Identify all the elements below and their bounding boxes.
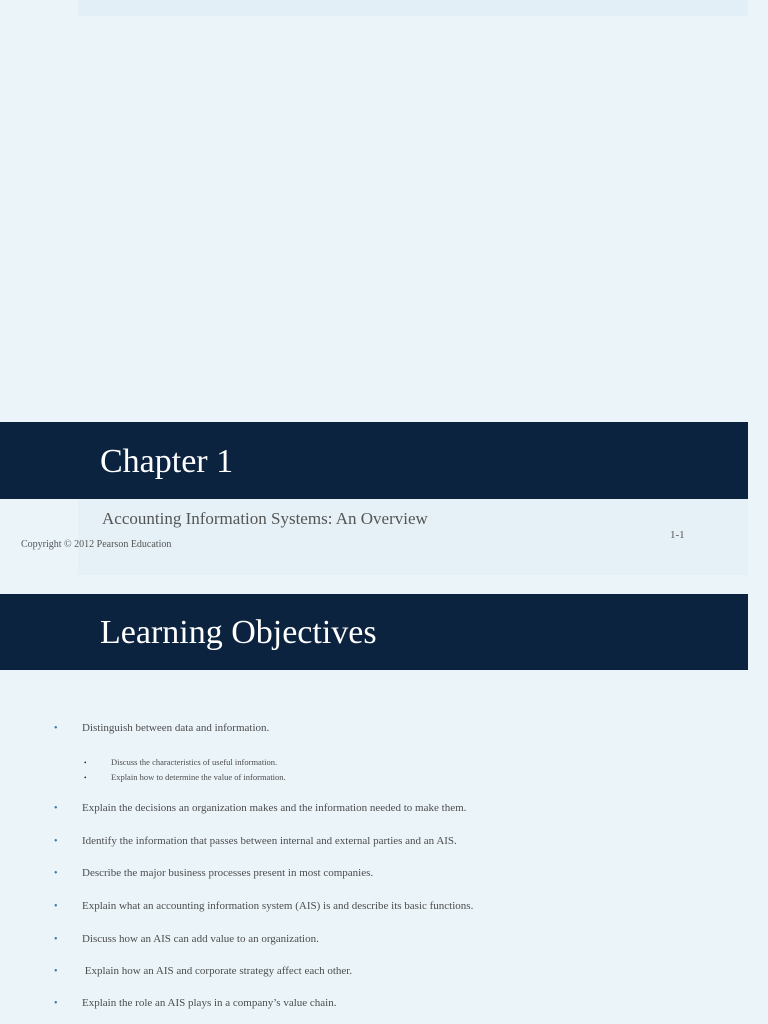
slide-2-title-band (0, 594, 748, 670)
objective-text: Identify the information that passes between internal and external parties and an AIS. (82, 835, 457, 847)
objective-item (54, 802, 466, 814)
sub-objective-item (84, 772, 286, 782)
objective-item (54, 867, 373, 879)
bullet-icon: • (54, 803, 58, 814)
bullet-icon: • (54, 901, 58, 912)
slide-1-title-band (0, 422, 748, 499)
objective-text: Discuss how an AIS can add value to an organization. (82, 933, 319, 945)
copyright-notice: Copyright © 2012 Pearson Education (21, 539, 172, 550)
objective-item (54, 835, 457, 847)
sub-objective-text: Discuss the characteristics of useful information. (111, 757, 278, 767)
objective-item (54, 965, 352, 977)
bullet-icon: • (84, 774, 87, 782)
objective-text: Describe the major business processes present in most companies. (82, 867, 374, 879)
objective-item (54, 997, 336, 1009)
bullet-icon: • (54, 836, 58, 847)
slide-2-title: Learning Objectives (100, 614, 377, 651)
objective-text: Explain how an AIS and corporate strategy affect each other. (82, 965, 353, 977)
objective-text: Distinguish between data and information. (82, 722, 270, 734)
objective-text: Explain what an accounting information system (AIS) is and describe its basic functions. (82, 900, 474, 912)
slide-number: 1-1 (670, 529, 685, 541)
objective-item (54, 933, 319, 945)
bullet-icon: • (84, 759, 87, 767)
sub-objective-text: Explain how to determine the value of information. (111, 772, 286, 782)
sub-objective-item (84, 757, 277, 767)
objective-item (54, 900, 473, 912)
bullet-icon: • (54, 934, 58, 945)
slide-1-title: Chapter 1 (100, 443, 234, 480)
slide-1-subtitle: Accounting Information Systems: An Overview (102, 509, 428, 528)
previous-slide-strip (78, 0, 748, 16)
bullet-icon: • (54, 723, 58, 734)
objective-text: Explain the decisions an organization makes and the information needed to make them. (82, 802, 467, 814)
objective-text: Explain the role an AIS plays in a company’s value chain. (82, 997, 337, 1009)
bullet-icon: • (54, 966, 58, 977)
bullet-icon: • (54, 998, 58, 1009)
objective-item (54, 722, 269, 734)
bullet-icon: • (54, 868, 58, 879)
